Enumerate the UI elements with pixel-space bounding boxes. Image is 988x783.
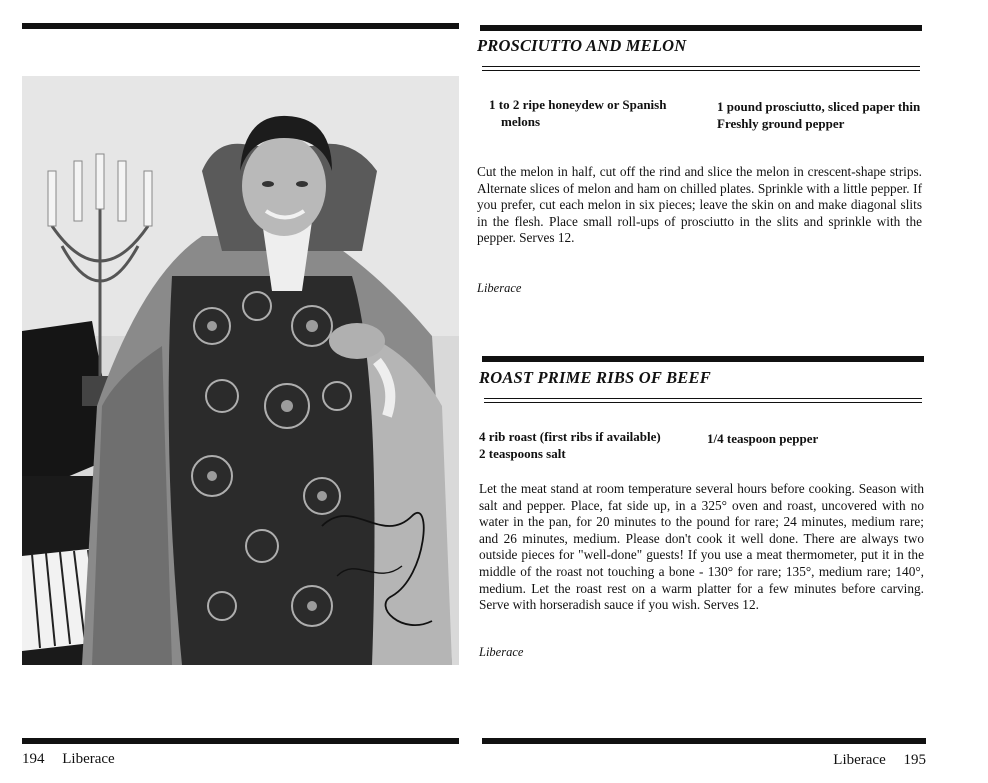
photo-illustration — [22, 76, 459, 665]
recipe1-attribution: Liberace — [477, 281, 522, 295]
left-page-number: 194 — [22, 751, 45, 767]
right-running-head: Liberace — [833, 752, 886, 768]
left-top-rule — [22, 23, 459, 29]
recipe1-top-rule — [480, 25, 922, 31]
left-bottom-rule — [22, 738, 459, 744]
recipe2-ingredients-left — [479, 428, 709, 462]
ingredient-item: 1 to 2 ripe honeydew or Spanish melons — [489, 97, 667, 129]
ingredient-item: 4 rib roast (first ribs if available) — [479, 429, 661, 444]
right-bottom-rule — [482, 738, 926, 744]
recipe2-top-rule — [482, 356, 924, 362]
recipe2-double-rule-b — [484, 402, 922, 403]
ingredient-item: Freshly ground pepper — [717, 116, 845, 131]
recipe2-title: ROAST PRIME RIBS OF BEEF — [479, 368, 711, 387]
left-running-head: Liberace — [62, 751, 115, 767]
recipe2-ingredients-right — [707, 430, 907, 447]
recipe1-ingredients-left — [477, 96, 699, 130]
recipe1-title: PROSCIUTTO AND MELON — [477, 36, 687, 55]
recipe1-instructions: Cut the melon in half, cut off the rind and slice the melon in crescent-shape strips. Alternate slices of melon and ham on chilled plates. Sprinkle with a little pepper. If you prefer, cut each melon in six pieces; leave the skin on and make diagonal slits in the flesh. Place small roll-ups of prosciutto in the slits and sprinkle with the pepper. Serves 12. — [477, 164, 922, 246]
ingredient-item: 2 teaspoons salt — [479, 446, 566, 461]
recipe1-double-rule-a — [482, 66, 920, 67]
right-page-number: 195 — [903, 752, 926, 768]
recipe1-ingredients-right — [705, 98, 929, 132]
ingredient-item: 1/4 teaspoon pepper — [707, 431, 819, 446]
recipe2-attribution: Liberace — [479, 645, 524, 659]
recipe2-double-rule-a — [484, 398, 922, 399]
liberace-photo — [22, 76, 459, 665]
recipe1-double-rule-b — [482, 70, 920, 71]
ingredient-item: 1 pound prosciutto, sliced paper thin — [717, 99, 921, 114]
left-folio — [22, 751, 119, 768]
recipe2-instructions: Let the meat stand at room temperature several hours before cooking. Season with salt and pepper. Place, fat side up, in a 325° oven and roast, uncovered with no water in the pan, for 20 minutes to the pound for rare; 24 minutes, medium rare; and 26 minutes, medium. Please don't cook it well done. There are always two outside pieces for "well-done" guests! If you use a meat thermometer, put it in the middle of the roast not touching a bone - 130° for rare; 135°, medium rare; 140°, medium. Let the roast rest on a warm platter for a few minutes before carving. Serve with horseradish sauce if you wish. Serves 12. — [479, 481, 924, 613]
right-folio — [829, 752, 926, 769]
